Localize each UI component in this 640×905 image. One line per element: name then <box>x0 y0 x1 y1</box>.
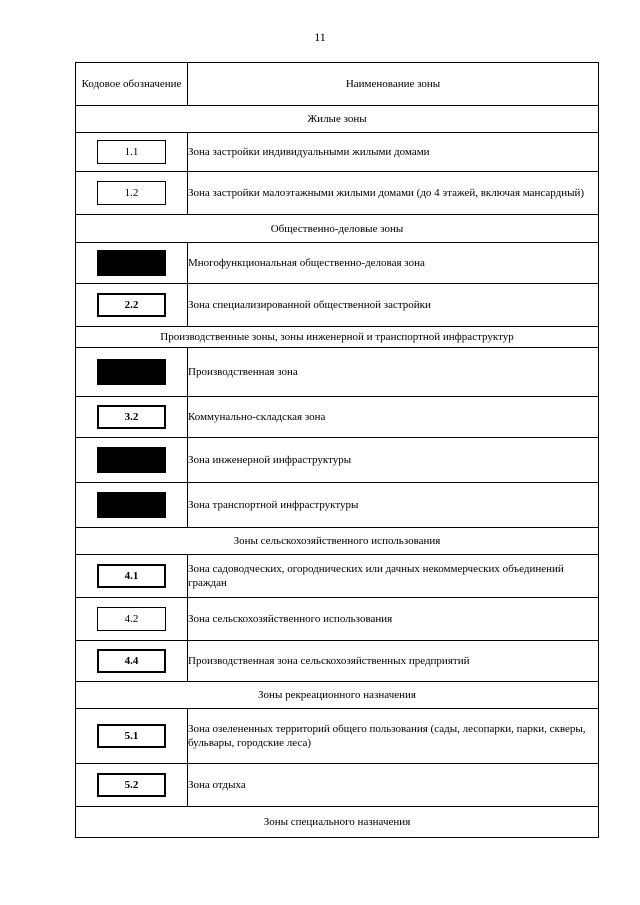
section-title: Производственные зоны, зоны инженерной и транспортной инфраструктур <box>76 327 599 348</box>
zone-row <box>76 598 599 641</box>
zone-legend-swatch <box>97 492 166 518</box>
zone-name: Производственная зона сельскохозяйственных предприятий <box>188 641 599 682</box>
zone-row <box>76 133 599 172</box>
zone-name: Коммунально-складская зона <box>188 397 599 438</box>
zone-code-box: 4.4 <box>97 649 166 673</box>
zone-row <box>76 397 599 438</box>
zones-table <box>75 62 599 838</box>
page-number: 11 <box>314 30 326 44</box>
zone-code-cell <box>76 172 188 215</box>
section-title: Зоны сельскохозяйственного использования <box>76 528 599 555</box>
zone-row <box>76 243 599 284</box>
section-row <box>76 682 599 709</box>
zone-name: Многофункциональная общественно-деловая зона <box>188 243 599 284</box>
zone-name: Зона специализированной общественной застройки <box>188 284 599 327</box>
zone-row <box>76 483 599 528</box>
zone-code-cell <box>76 397 188 438</box>
zone-code-cell <box>76 598 188 641</box>
zone-code-box: 4.1 <box>97 564 166 588</box>
zone-code-cell <box>76 284 188 327</box>
zone-name: Зона садоводческих, огороднических или дачных некоммерческих объединений граждан <box>188 555 599 598</box>
zone-row <box>76 555 599 598</box>
zone-code-cell <box>76 243 188 284</box>
zone-name: Зона сельскохозяйственного использования <box>188 598 599 641</box>
zone-row <box>76 348 599 397</box>
zone-code-cell <box>76 764 188 807</box>
section-row <box>76 528 599 555</box>
zone-row <box>76 709 599 764</box>
zone-code-box: 1.1 <box>97 140 166 164</box>
zone-code-cell <box>76 133 188 172</box>
zone-code-cell <box>76 641 188 682</box>
section-title: Жилые зоны <box>76 106 599 133</box>
zone-name: Зона инженерной инфраструктуры <box>188 438 599 483</box>
zone-name: Зона застройки индивидуальными жилыми домами <box>188 133 599 172</box>
zone-code-cell <box>76 348 188 397</box>
zone-row <box>76 172 599 215</box>
name-column-header: Наименование зоны <box>188 63 599 106</box>
zone-code-box: 5.1 <box>97 724 166 748</box>
section-title: Зоны специального назначения <box>76 807 599 838</box>
section-title: Общественно-деловые зоны <box>76 215 599 243</box>
zone-code-box: 1.2 <box>97 181 166 205</box>
zone-row <box>76 641 599 682</box>
zone-code-cell <box>76 438 188 483</box>
zone-code-box: 2.2 <box>97 293 166 317</box>
section-row <box>76 807 599 838</box>
section-row <box>76 215 599 243</box>
zone-legend-swatch <box>97 250 166 276</box>
zone-code-box: 3.2 <box>97 405 166 429</box>
zone-code-box: 5.2 <box>97 773 166 797</box>
zone-code-cell <box>76 709 188 764</box>
zone-row <box>76 284 599 327</box>
zone-legend-swatch <box>97 447 166 473</box>
zone-name: Производственная зона <box>188 348 599 397</box>
zone-code-box: 4.2 <box>97 607 166 631</box>
section-row <box>76 106 599 133</box>
zone-legend-swatch <box>97 359 166 385</box>
zones-body <box>76 106 599 838</box>
zone-name: Зона застройки малоэтажными жилыми домами (до 4 этажей, включая мансардный) <box>188 172 599 215</box>
zone-name: Зона транспортной инфраструктуры <box>188 483 599 528</box>
zone-name: Зона отдыха <box>188 764 599 807</box>
zone-code-cell <box>76 555 188 598</box>
section-row <box>76 327 599 348</box>
zone-row <box>76 764 599 807</box>
table-header-row <box>76 63 599 106</box>
code-column-header: Кодовое обозначение <box>76 63 188 106</box>
zone-row <box>76 438 599 483</box>
zone-code-cell <box>76 483 188 528</box>
zone-name: Зона озелененных территорий общего пользования (сады, лесопарки, парки, скверы, бульвары, городские леса) <box>188 709 599 764</box>
section-title: Зоны рекреационного назначения <box>76 682 599 709</box>
